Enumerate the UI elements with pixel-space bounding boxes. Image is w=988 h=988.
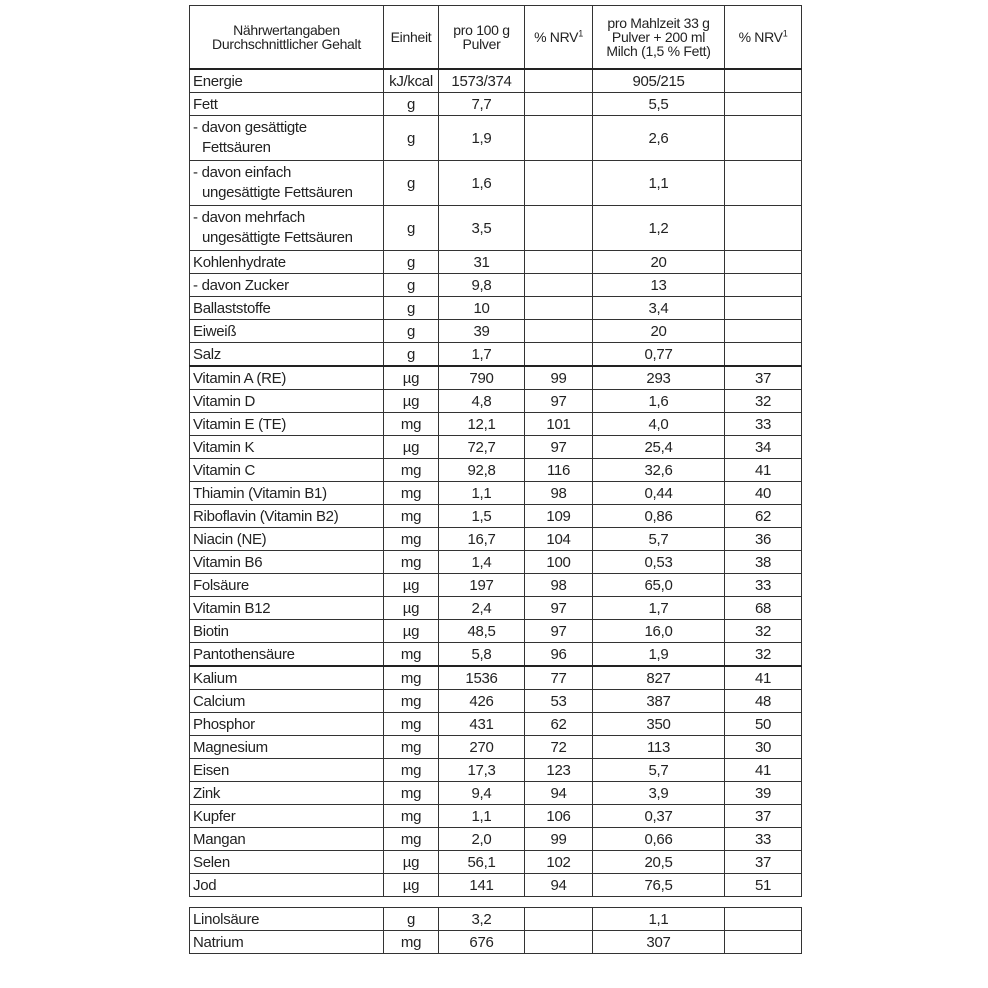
nrv-meal-cell: 32 bbox=[725, 620, 802, 643]
nrv-meal-cell: 48 bbox=[725, 690, 802, 713]
table-body bbox=[190, 69, 802, 897]
table-row bbox=[190, 805, 802, 828]
per-100g-cell: 56,1 bbox=[439, 851, 525, 874]
per-meal-cell: 3,4 bbox=[593, 297, 725, 320]
per-meal-cell: 827 bbox=[593, 666, 725, 690]
unit-cell: µg bbox=[384, 366, 439, 390]
table-row bbox=[190, 366, 802, 390]
nrv-meal-cell: 33 bbox=[725, 413, 802, 436]
nutrient-name: Mangan bbox=[190, 828, 384, 851]
per-100g-cell: 9,8 bbox=[439, 274, 525, 297]
unit-cell: mg bbox=[384, 505, 439, 528]
unit-cell: µg bbox=[384, 574, 439, 597]
per-100g-cell: 1,7 bbox=[439, 343, 525, 367]
table-row bbox=[190, 597, 802, 620]
nrv-meal-cell: 33 bbox=[725, 828, 802, 851]
nrv-meal-cell bbox=[725, 93, 802, 116]
header-per-meal: pro Mahlzeit 33 g Pulver + 200 ml Milch (1,5 % Fett) bbox=[593, 6, 725, 70]
per-100g-cell: 12,1 bbox=[439, 413, 525, 436]
nutrient-name: Vitamin A (RE) bbox=[190, 366, 384, 390]
per-meal-cell: 3,9 bbox=[593, 782, 725, 805]
per-meal-cell: 0,53 bbox=[593, 551, 725, 574]
table-row bbox=[190, 161, 802, 206]
table-row bbox=[190, 666, 802, 690]
nrv-100g-cell: 106 bbox=[525, 805, 593, 828]
per-meal-cell: 113 bbox=[593, 736, 725, 759]
nrv-100g-cell bbox=[525, 206, 593, 251]
nutrient-name: Vitamin B6 bbox=[190, 551, 384, 574]
per-100g-cell: 431 bbox=[439, 713, 525, 736]
per-100g-cell: 790 bbox=[439, 366, 525, 390]
nutrient-name: Vitamin C bbox=[190, 459, 384, 482]
table-row bbox=[190, 736, 802, 759]
per-100g-cell: 3,5 bbox=[439, 206, 525, 251]
nrv-100g-cell bbox=[525, 274, 593, 297]
table-row bbox=[190, 528, 802, 551]
nrv-meal-cell: 51 bbox=[725, 874, 802, 897]
table-row bbox=[190, 931, 802, 954]
nrv-meal-cell bbox=[725, 297, 802, 320]
per-meal-cell: 4,0 bbox=[593, 413, 725, 436]
table-row bbox=[190, 320, 802, 343]
nrv-meal-cell bbox=[725, 161, 802, 206]
table-row bbox=[190, 343, 802, 367]
unit-cell: mg bbox=[384, 713, 439, 736]
nrv-meal-cell bbox=[725, 343, 802, 367]
unit-cell: mg bbox=[384, 528, 439, 551]
nrv-meal-cell: 32 bbox=[725, 643, 802, 667]
table-row bbox=[190, 759, 802, 782]
nrv-meal-cell: 38 bbox=[725, 551, 802, 574]
per-meal-cell: 905/215 bbox=[593, 69, 725, 93]
per-meal-cell: 13 bbox=[593, 274, 725, 297]
nutrient-name: Salz bbox=[190, 343, 384, 367]
per-meal-cell: 2,6 bbox=[593, 116, 725, 161]
unit-cell: µg bbox=[384, 597, 439, 620]
nrv-meal-cell: 50 bbox=[725, 713, 802, 736]
nrv-meal-cell bbox=[725, 251, 802, 274]
nutrient-name: - davon gesättigte Fettsäuren bbox=[190, 116, 384, 161]
nutrient-name: Linolsäure bbox=[190, 908, 384, 931]
nrv-meal-cell: 37 bbox=[725, 851, 802, 874]
unit-cell: mg bbox=[384, 459, 439, 482]
nrv-meal-cell: 37 bbox=[725, 805, 802, 828]
nutrition-table bbox=[189, 5, 802, 897]
unit-cell: mg bbox=[384, 736, 439, 759]
nrv-100g-cell bbox=[525, 251, 593, 274]
unit-cell: g bbox=[384, 251, 439, 274]
per-100g-cell: 1,4 bbox=[439, 551, 525, 574]
nutrient-name: Fett bbox=[190, 93, 384, 116]
table-row bbox=[190, 620, 802, 643]
nutrient-name: Kalium bbox=[190, 666, 384, 690]
per-meal-cell: 5,5 bbox=[593, 93, 725, 116]
header-nutrient: Nährwertangaben Durchschnittlicher Gehalt bbox=[190, 6, 384, 70]
nutrient-name: Eiweiß bbox=[190, 320, 384, 343]
unit-cell: µg bbox=[384, 390, 439, 413]
table-row bbox=[190, 206, 802, 251]
per-100g-cell: 1573/374 bbox=[439, 69, 525, 93]
per-meal-cell: 387 bbox=[593, 690, 725, 713]
per-meal-cell: 307 bbox=[593, 931, 725, 954]
extra-table-body bbox=[190, 908, 802, 954]
nrv-100g-cell: 96 bbox=[525, 643, 593, 667]
per-meal-cell: 1,1 bbox=[593, 908, 725, 931]
table-row bbox=[190, 713, 802, 736]
nutrition-table-container bbox=[189, 5, 801, 954]
unit-cell: mg bbox=[384, 759, 439, 782]
table-row bbox=[190, 643, 802, 667]
per-meal-cell: 1,6 bbox=[593, 390, 725, 413]
nrv-100g-cell: 102 bbox=[525, 851, 593, 874]
per-100g-cell: 2,0 bbox=[439, 828, 525, 851]
per-100g-cell: 17,3 bbox=[439, 759, 525, 782]
per-100g-cell: 197 bbox=[439, 574, 525, 597]
nutrient-name: Thiamin (Vitamin B1) bbox=[190, 482, 384, 505]
per-100g-cell: 7,7 bbox=[439, 93, 525, 116]
nutrient-name: Natrium bbox=[190, 931, 384, 954]
nutrient-name: - davon Zucker bbox=[190, 274, 384, 297]
table-row bbox=[190, 828, 802, 851]
unit-cell: mg bbox=[384, 828, 439, 851]
nrv-100g-cell: 94 bbox=[525, 782, 593, 805]
unit-cell: kJ/kcal bbox=[384, 69, 439, 93]
nrv-100g-cell: 98 bbox=[525, 482, 593, 505]
per-100g-cell: 10 bbox=[439, 297, 525, 320]
per-100g-cell: 676 bbox=[439, 931, 525, 954]
per-meal-cell: 1,2 bbox=[593, 206, 725, 251]
unit-cell: mg bbox=[384, 782, 439, 805]
per-100g-cell: 1,1 bbox=[439, 805, 525, 828]
nutrient-name: Folsäure bbox=[190, 574, 384, 597]
nrv-100g-cell bbox=[525, 297, 593, 320]
table-row bbox=[190, 69, 802, 93]
nutrient-name: Vitamin E (TE) bbox=[190, 413, 384, 436]
per-100g-cell: 72,7 bbox=[439, 436, 525, 459]
nrv-meal-cell bbox=[725, 320, 802, 343]
extra-table bbox=[189, 907, 802, 954]
nutrient-name: Magnesium bbox=[190, 736, 384, 759]
table-row bbox=[190, 482, 802, 505]
header-nrv-meal: % NRV$^1$ bbox=[725, 6, 802, 70]
table-row bbox=[190, 251, 802, 274]
nrv-100g-cell: 53 bbox=[525, 690, 593, 713]
per-100g-cell: 39 bbox=[439, 320, 525, 343]
per-100g-cell: 270 bbox=[439, 736, 525, 759]
table-row bbox=[190, 390, 802, 413]
nutrient-name: Selen bbox=[190, 851, 384, 874]
nrv-100g-cell: 77 bbox=[525, 666, 593, 690]
unit-cell: µg bbox=[384, 851, 439, 874]
per-meal-cell: 1,1 bbox=[593, 161, 725, 206]
nrv-meal-cell bbox=[725, 206, 802, 251]
per-meal-cell: 5,7 bbox=[593, 759, 725, 782]
nrv-meal-cell: 36 bbox=[725, 528, 802, 551]
nrv-100g-cell: 101 bbox=[525, 413, 593, 436]
unit-cell: mg bbox=[384, 551, 439, 574]
nrv-meal-cell: 32 bbox=[725, 390, 802, 413]
nrv-100g-cell bbox=[525, 69, 593, 93]
per-100g-cell: 1,5 bbox=[439, 505, 525, 528]
nrv-100g-cell: 109 bbox=[525, 505, 593, 528]
nrv-meal-cell: 39 bbox=[725, 782, 802, 805]
per-meal-cell: 32,6 bbox=[593, 459, 725, 482]
per-meal-cell: 0,86 bbox=[593, 505, 725, 528]
nutrient-name: Kupfer bbox=[190, 805, 384, 828]
per-100g-cell: 4,8 bbox=[439, 390, 525, 413]
nutrient-name: Zink bbox=[190, 782, 384, 805]
unit-cell: g bbox=[384, 93, 439, 116]
nutrient-name: Vitamin K bbox=[190, 436, 384, 459]
nrv-meal-cell: 30 bbox=[725, 736, 802, 759]
per-meal-cell: 76,5 bbox=[593, 874, 725, 897]
nrv-meal-cell bbox=[725, 274, 802, 297]
unit-cell: g bbox=[384, 320, 439, 343]
header-per-100g: pro 100 g Pulver bbox=[439, 6, 525, 70]
table-row bbox=[190, 551, 802, 574]
nrv-meal-cell bbox=[725, 69, 802, 93]
table-row bbox=[190, 274, 802, 297]
nrv-100g-cell bbox=[525, 320, 593, 343]
table-row bbox=[190, 93, 802, 116]
unit-cell: g bbox=[384, 297, 439, 320]
per-100g-cell: 2,4 bbox=[439, 597, 525, 620]
per-100g-cell: 9,4 bbox=[439, 782, 525, 805]
unit-cell: mg bbox=[384, 413, 439, 436]
table-row bbox=[190, 436, 802, 459]
nrv-meal-cell bbox=[725, 931, 802, 954]
per-100g-cell: 92,8 bbox=[439, 459, 525, 482]
nrv-100g-cell bbox=[525, 116, 593, 161]
per-meal-cell: 1,7 bbox=[593, 597, 725, 620]
per-100g-cell: 16,7 bbox=[439, 528, 525, 551]
per-meal-cell: 65,0 bbox=[593, 574, 725, 597]
nutrient-name: Ballaststoffe bbox=[190, 297, 384, 320]
per-meal-cell: 25,4 bbox=[593, 436, 725, 459]
table-row bbox=[190, 413, 802, 436]
table-row bbox=[190, 874, 802, 897]
nutrient-name: Vitamin D bbox=[190, 390, 384, 413]
unit-cell: g bbox=[384, 908, 439, 931]
nutrient-name: Kohlenhydrate bbox=[190, 251, 384, 274]
header-unit: Einheit bbox=[384, 6, 439, 70]
table-row bbox=[190, 690, 802, 713]
per-meal-cell: 20 bbox=[593, 251, 725, 274]
per-meal-cell: 0,37 bbox=[593, 805, 725, 828]
nrv-100g-cell: 97 bbox=[525, 390, 593, 413]
nutrient-name: Phosphor bbox=[190, 713, 384, 736]
per-100g-cell: 141 bbox=[439, 874, 525, 897]
nrv-meal-cell: 62 bbox=[725, 505, 802, 528]
nutrient-name: Riboflavin (Vitamin B2) bbox=[190, 505, 384, 528]
table-row bbox=[190, 459, 802, 482]
table-row bbox=[190, 297, 802, 320]
nrv-meal-cell: 68 bbox=[725, 597, 802, 620]
nutrient-name: Niacin (NE) bbox=[190, 528, 384, 551]
nrv-100g-cell bbox=[525, 343, 593, 367]
per-100g-cell: 5,8 bbox=[439, 643, 525, 667]
table-row bbox=[190, 505, 802, 528]
per-meal-cell: 5,7 bbox=[593, 528, 725, 551]
unit-cell: mg bbox=[384, 805, 439, 828]
table-header-row bbox=[190, 6, 802, 70]
nutrient-name: - davon einfach ungesättigte Fettsäuren bbox=[190, 161, 384, 206]
per-100g-cell: 31 bbox=[439, 251, 525, 274]
unit-cell: µg bbox=[384, 620, 439, 643]
nutrient-name: Energie bbox=[190, 69, 384, 93]
nrv-100g-cell: 94 bbox=[525, 874, 593, 897]
table-row bbox=[190, 782, 802, 805]
unit-cell: mg bbox=[384, 690, 439, 713]
nrv-100g-cell bbox=[525, 93, 593, 116]
per-meal-cell: 16,0 bbox=[593, 620, 725, 643]
per-100g-cell: 3,2 bbox=[439, 908, 525, 931]
nutrient-name: Biotin bbox=[190, 620, 384, 643]
unit-cell: µg bbox=[384, 874, 439, 897]
nrv-100g-cell: 62 bbox=[525, 713, 593, 736]
unit-cell: mg bbox=[384, 482, 439, 505]
unit-cell: mg bbox=[384, 666, 439, 690]
per-meal-cell: 1,9 bbox=[593, 643, 725, 667]
nrv-meal-cell: 41 bbox=[725, 459, 802, 482]
unit-cell: g bbox=[384, 274, 439, 297]
nrv-100g-cell bbox=[525, 931, 593, 954]
per-meal-cell: 0,44 bbox=[593, 482, 725, 505]
nrv-100g-cell: 99 bbox=[525, 828, 593, 851]
nrv-meal-cell: 40 bbox=[725, 482, 802, 505]
nrv-100g-cell bbox=[525, 908, 593, 931]
per-meal-cell: 0,66 bbox=[593, 828, 725, 851]
nrv-100g-cell: 98 bbox=[525, 574, 593, 597]
nutrient-name: Eisen bbox=[190, 759, 384, 782]
nrv-100g-cell: 99 bbox=[525, 366, 593, 390]
per-100g-cell: 48,5 bbox=[439, 620, 525, 643]
per-100g-cell: 1,9 bbox=[439, 116, 525, 161]
table-row bbox=[190, 908, 802, 931]
per-meal-cell: 293 bbox=[593, 366, 725, 390]
table-row bbox=[190, 574, 802, 597]
unit-cell: mg bbox=[384, 931, 439, 954]
unit-cell: g bbox=[384, 161, 439, 206]
nrv-100g-cell: 104 bbox=[525, 528, 593, 551]
nutrient-name: Pantothensäure bbox=[190, 643, 384, 667]
per-meal-cell: 350 bbox=[593, 713, 725, 736]
nrv-meal-cell: 41 bbox=[725, 666, 802, 690]
unit-cell: g bbox=[384, 116, 439, 161]
unit-cell: µg bbox=[384, 436, 439, 459]
nrv-100g-cell bbox=[525, 161, 593, 206]
nrv-meal-cell: 37 bbox=[725, 366, 802, 390]
per-100g-cell: 1,6 bbox=[439, 161, 525, 206]
per-meal-cell: 20 bbox=[593, 320, 725, 343]
nrv-100g-cell: 97 bbox=[525, 597, 593, 620]
nrv-100g-cell: 72 bbox=[525, 736, 593, 759]
nrv-100g-cell: 100 bbox=[525, 551, 593, 574]
nrv-meal-cell: 41 bbox=[725, 759, 802, 782]
nrv-meal-cell bbox=[725, 908, 802, 931]
nutrient-name: Vitamin B12 bbox=[190, 597, 384, 620]
per-meal-cell: 0,77 bbox=[593, 343, 725, 367]
nrv-100g-cell: 116 bbox=[525, 459, 593, 482]
table-row bbox=[190, 116, 802, 161]
per-100g-cell: 1536 bbox=[439, 666, 525, 690]
nrv-meal-cell: 34 bbox=[725, 436, 802, 459]
per-100g-cell: 426 bbox=[439, 690, 525, 713]
nrv-100g-cell: 97 bbox=[525, 620, 593, 643]
unit-cell: g bbox=[384, 343, 439, 367]
per-100g-cell: 1,1 bbox=[439, 482, 525, 505]
nrv-100g-cell: 123 bbox=[525, 759, 593, 782]
per-meal-cell: 20,5 bbox=[593, 851, 725, 874]
unit-cell: g bbox=[384, 206, 439, 251]
nrv-meal-cell: 33 bbox=[725, 574, 802, 597]
nutrient-name: Calcium bbox=[190, 690, 384, 713]
nutrient-name: - davon mehrfach ungesättigte Fettsäuren bbox=[190, 206, 384, 251]
nrv-meal-cell bbox=[725, 116, 802, 161]
nrv-100g-cell: 97 bbox=[525, 436, 593, 459]
table-row bbox=[190, 851, 802, 874]
unit-cell: mg bbox=[384, 643, 439, 667]
header-nrv-100g: % NRV$^1$ bbox=[525, 6, 593, 70]
nutrient-name: Jod bbox=[190, 874, 384, 897]
